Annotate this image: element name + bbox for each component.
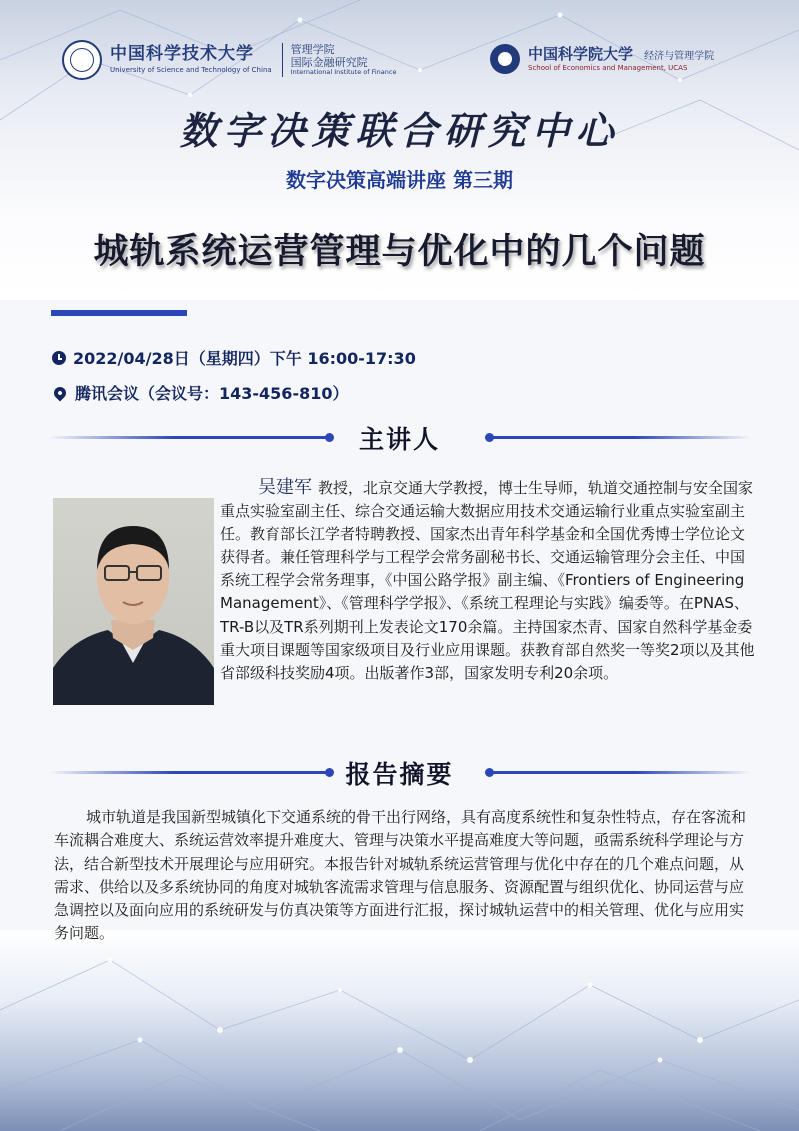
abstract-section-header: [0, 757, 799, 787]
speaker-section-header: [0, 422, 799, 452]
ustc-name-cn: 中国科学技术大学: [110, 44, 254, 65]
ustc-logo: [62, 40, 396, 80]
abstract-section-title: 报告摘要: [345, 760, 454, 789]
event-datetime: 2022/04/28日（星期四）下午 16:00-17:30: [73, 349, 416, 368]
speaker-photo: [53, 498, 214, 705]
clock-icon: [52, 351, 66, 365]
event-location-row: [52, 381, 348, 404]
ucas-name-cn: 中国科学院大学: [528, 45, 634, 64]
ustc-institute-name-en: International Institute of Finance: [290, 68, 397, 77]
ustc-name-en: University of Science and Technology of China: [110, 66, 272, 74]
ucas-emblem-icon: [490, 44, 520, 74]
ustc-school-name: 管理学院: [290, 42, 335, 56]
abstract-text: 城市轨道是我国新型城镇化下交通系统的骨干出行网络，具有高度系统性和复杂性特点，存在客流和车流耦合难度大、系统运营效率提升难度大、管理与决策水平提高难度大等问题，亟需系统科学理论与方法，结合新型技术开展理论与应用研究。本报告针对城轨系统运营管理与优化中存在的几个难点问题，从需求、供给以及多系统协同的角度对城轨客流需求管理与信息服务、资源配置与组织优化、协同运营与应急调控以及面向应用的系统研发与仿真决策等方面进行汇报，探讨城轨运营中的相关管理、优化与应用实务问题。: [54, 808, 747, 943]
speaker-bio: [220, 476, 756, 685]
divider-right: [489, 436, 751, 439]
speaker-section-title: 主讲人: [358, 425, 440, 454]
speaker-bio-text: 教授，北京交通大学教授，博士生导师，轨道交通控制与安全国家重点实验室副主任、综合交通运输大数据应用技术交通运输行业重点实验室副主任。教育部长江学者特聘教授、国家杰出青年科学基金和全国优秀博士学位论文获得者。兼任管理科学与工程学会常务副秘书长、交通运输管理分会主任、中国系统工程学会常务理事，《中国公路学报》副主编、《Frontiers of Engineering Management》、《管理科学学报》、《系统工程理论与实践》编委等。在PNAS、TR-B以及TR系列期刊上发表论文170余篇。主持国家杰青、国家自然科学基金委重大项目课题等国家级项目及行业应用课题。获教育部自然奖一等奖2项以及其他省部级科技奖励4项。出版著作3部，国家发明专利20余项。: [220, 479, 755, 682]
lecture-title: 城轨系统运营管理与优化中的几个问题: [93, 231, 706, 272]
divider-right: [489, 771, 751, 774]
center-name: 数字决策联合研究中心: [179, 108, 620, 153]
speaker-name: 吴建军: [258, 477, 312, 498]
event-datetime-row: [52, 346, 416, 369]
lecture-series: 数字决策高端讲座 第三期: [286, 168, 513, 192]
ucas-school-name: 经济与管理学院: [644, 51, 715, 63]
ucas-logo: [490, 44, 714, 74]
accent-bar: [51, 310, 187, 316]
ustc-institute-name: 国际金融研究院: [290, 56, 368, 70]
ucas-name-en: School of Economics and Management, UCAS: [528, 63, 688, 72]
ustc-seal-icon: [62, 40, 102, 80]
event-location: 腾讯会议（会议号：143-456-810）: [75, 384, 349, 403]
location-pin-icon: [52, 384, 69, 401]
